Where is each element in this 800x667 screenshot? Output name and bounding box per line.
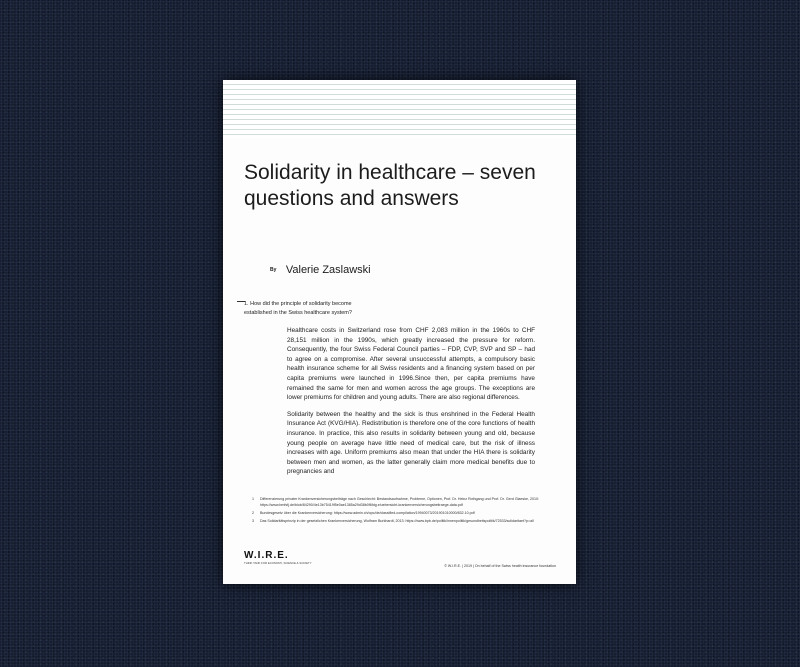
footnote-number: 1 [252,497,254,501]
wire-logo: W.I.R.E. [244,550,289,561]
body-text [287,326,535,484]
section-question: 1. How did the principle of solidarity become established in the Swiss healthcare system? [244,301,352,316]
author-name: Valerie Zaslawski [285,263,371,276]
footnote [252,496,552,508]
footnote [252,518,552,524]
footnote-number: 3 [252,519,254,523]
footnotes [252,496,552,526]
footnote-text: Bundesgesetz über die Krankenversicherung: https://www.admin.ch/opc/de/classified-compilation/19940073/201901010000/832.10.pdf [260,511,475,515]
document-page [223,80,576,584]
footnote [252,510,552,516]
paragraph-1: Healthcare costs in Switzerland rose from CHF 2,083 million in the 1960s to CHF 28,151 million in the 1990s, which greatly increased the pressure for reform. Consequently, the four Swiss Federal Council parties – FDP, CVP, SVP and SP – had to agree on a compromise. After several unsuccessful attempts, a compulsory basic health insurance scheme for all Swiss residents and a financing system based on per capita premiums were launched in 1996.Since then, per capita premiums have remained the same for men and women across the age groups. The exceptions are lower premiums for children and young adults. There are also regional differences. [287,327,535,402]
logo-subtitle: THINK TANK FOR ECONOMY, SCIENCE & SOCIETY [244,561,312,565]
footnote-number: 2 [252,511,254,515]
by-label: By [270,266,277,273]
footnote-text: Das Solidaritätsprinzip in der gesetzlichen Krankenversicherung, Wolfram Burkhardt, 2013: https://www.bpb.de/politik/innenpolitik/gesundheitspolitik/72533/solidaritaet?p=all [260,519,534,523]
footer-credit: © W.I.R.E. | 2019 | On behalf of the Swiss health insurance foundation [444,564,556,568]
paragraph-2: Solidarity between the healthy and the sick is thus enshrined in the Federal Health Insurance Act (KVG/HIA). Redistribution is therefore one of the core functions of health insurance. In practice, this also results in solidarity between young and old, because young people on average have little need of medical care, but the risk of illness increases with age. Uniform premiums also mean that under the HIA there is solidarity between men and women, as the latter generally claim more medical benefits due to pregnancies and [287,410,535,476]
footnote-text: Differenzierung privater Krankenversicherungsbeiträge nach Geschlecht: Bestandsaufnahme, Probleme, Optionen, Prof. Dr. Heinz Rothgang und Prof. Dr. Gerd Glaeske, 2010: https://www.bmfsfj.de/blob/84290/4e13b75419f5e0ae1385a29d38b0f6fdg.e/uebersicht-krankenversicherungsbeitraege-data.pdf [260,497,540,507]
page-footer [244,550,556,574]
byline [270,261,371,279]
document-title: Solidarity in healthcare – seven questions and answers [244,161,536,210]
decorative-stripes [223,80,576,138]
